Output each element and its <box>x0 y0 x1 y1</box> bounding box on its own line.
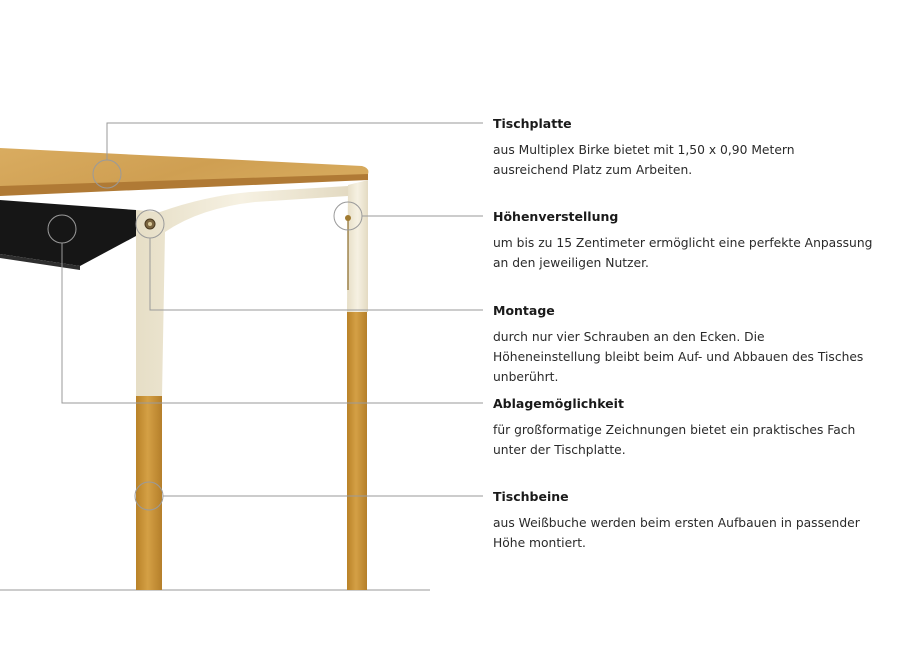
front-leg-wood <box>136 396 162 590</box>
front-leg-bracket <box>136 186 348 396</box>
leader-tischplatte <box>107 123 483 160</box>
feature-tischplatte <box>493 116 873 180</box>
leader-ablage <box>62 243 483 403</box>
feature-tischbeine <box>493 489 873 553</box>
mounting-screw-center <box>148 222 152 226</box>
feature-description: durch nur vier Schrauben an den Ecken. Die Höheneinstellung bleibt beim Auf- und Abbauen des Tisches unberührt. <box>493 330 864 384</box>
feature-title: Montage <box>493 303 555 318</box>
feature-description: aus Weißbuche werden beim ersten Aufbauen in passender Höhe montiert. <box>493 516 860 550</box>
feature-description: aus Multiplex Birke bietet mit 1,50 x 0,90 Metern ausreichend Platz zum Arbeiten. <box>493 143 795 177</box>
feature-montage <box>493 303 873 387</box>
feature-hoehenverstellung <box>493 209 873 273</box>
leader-montage <box>150 238 483 310</box>
feature-description: für großformatige Zeichnungen bietet ein praktisches Fach unter der Tischplatte. <box>493 423 856 457</box>
feature-description: um bis zu 15 Zentimeter ermöglicht eine perfekte Anpassung an den jeweiligen Nutzer. <box>493 236 873 270</box>
height-adjust-knob <box>345 215 351 221</box>
feature-ablagemoeglichkeit <box>493 396 873 460</box>
feature-title: Ablagemöglichkeit <box>493 396 624 411</box>
shelf <box>0 200 136 266</box>
feature-title: Tischbeine <box>493 489 569 504</box>
feature-title: Tischplatte <box>493 116 572 131</box>
back-leg-wood <box>347 312 367 590</box>
feature-title: Höhenverstellung <box>493 209 619 224</box>
back-leg-bracket <box>347 180 368 312</box>
